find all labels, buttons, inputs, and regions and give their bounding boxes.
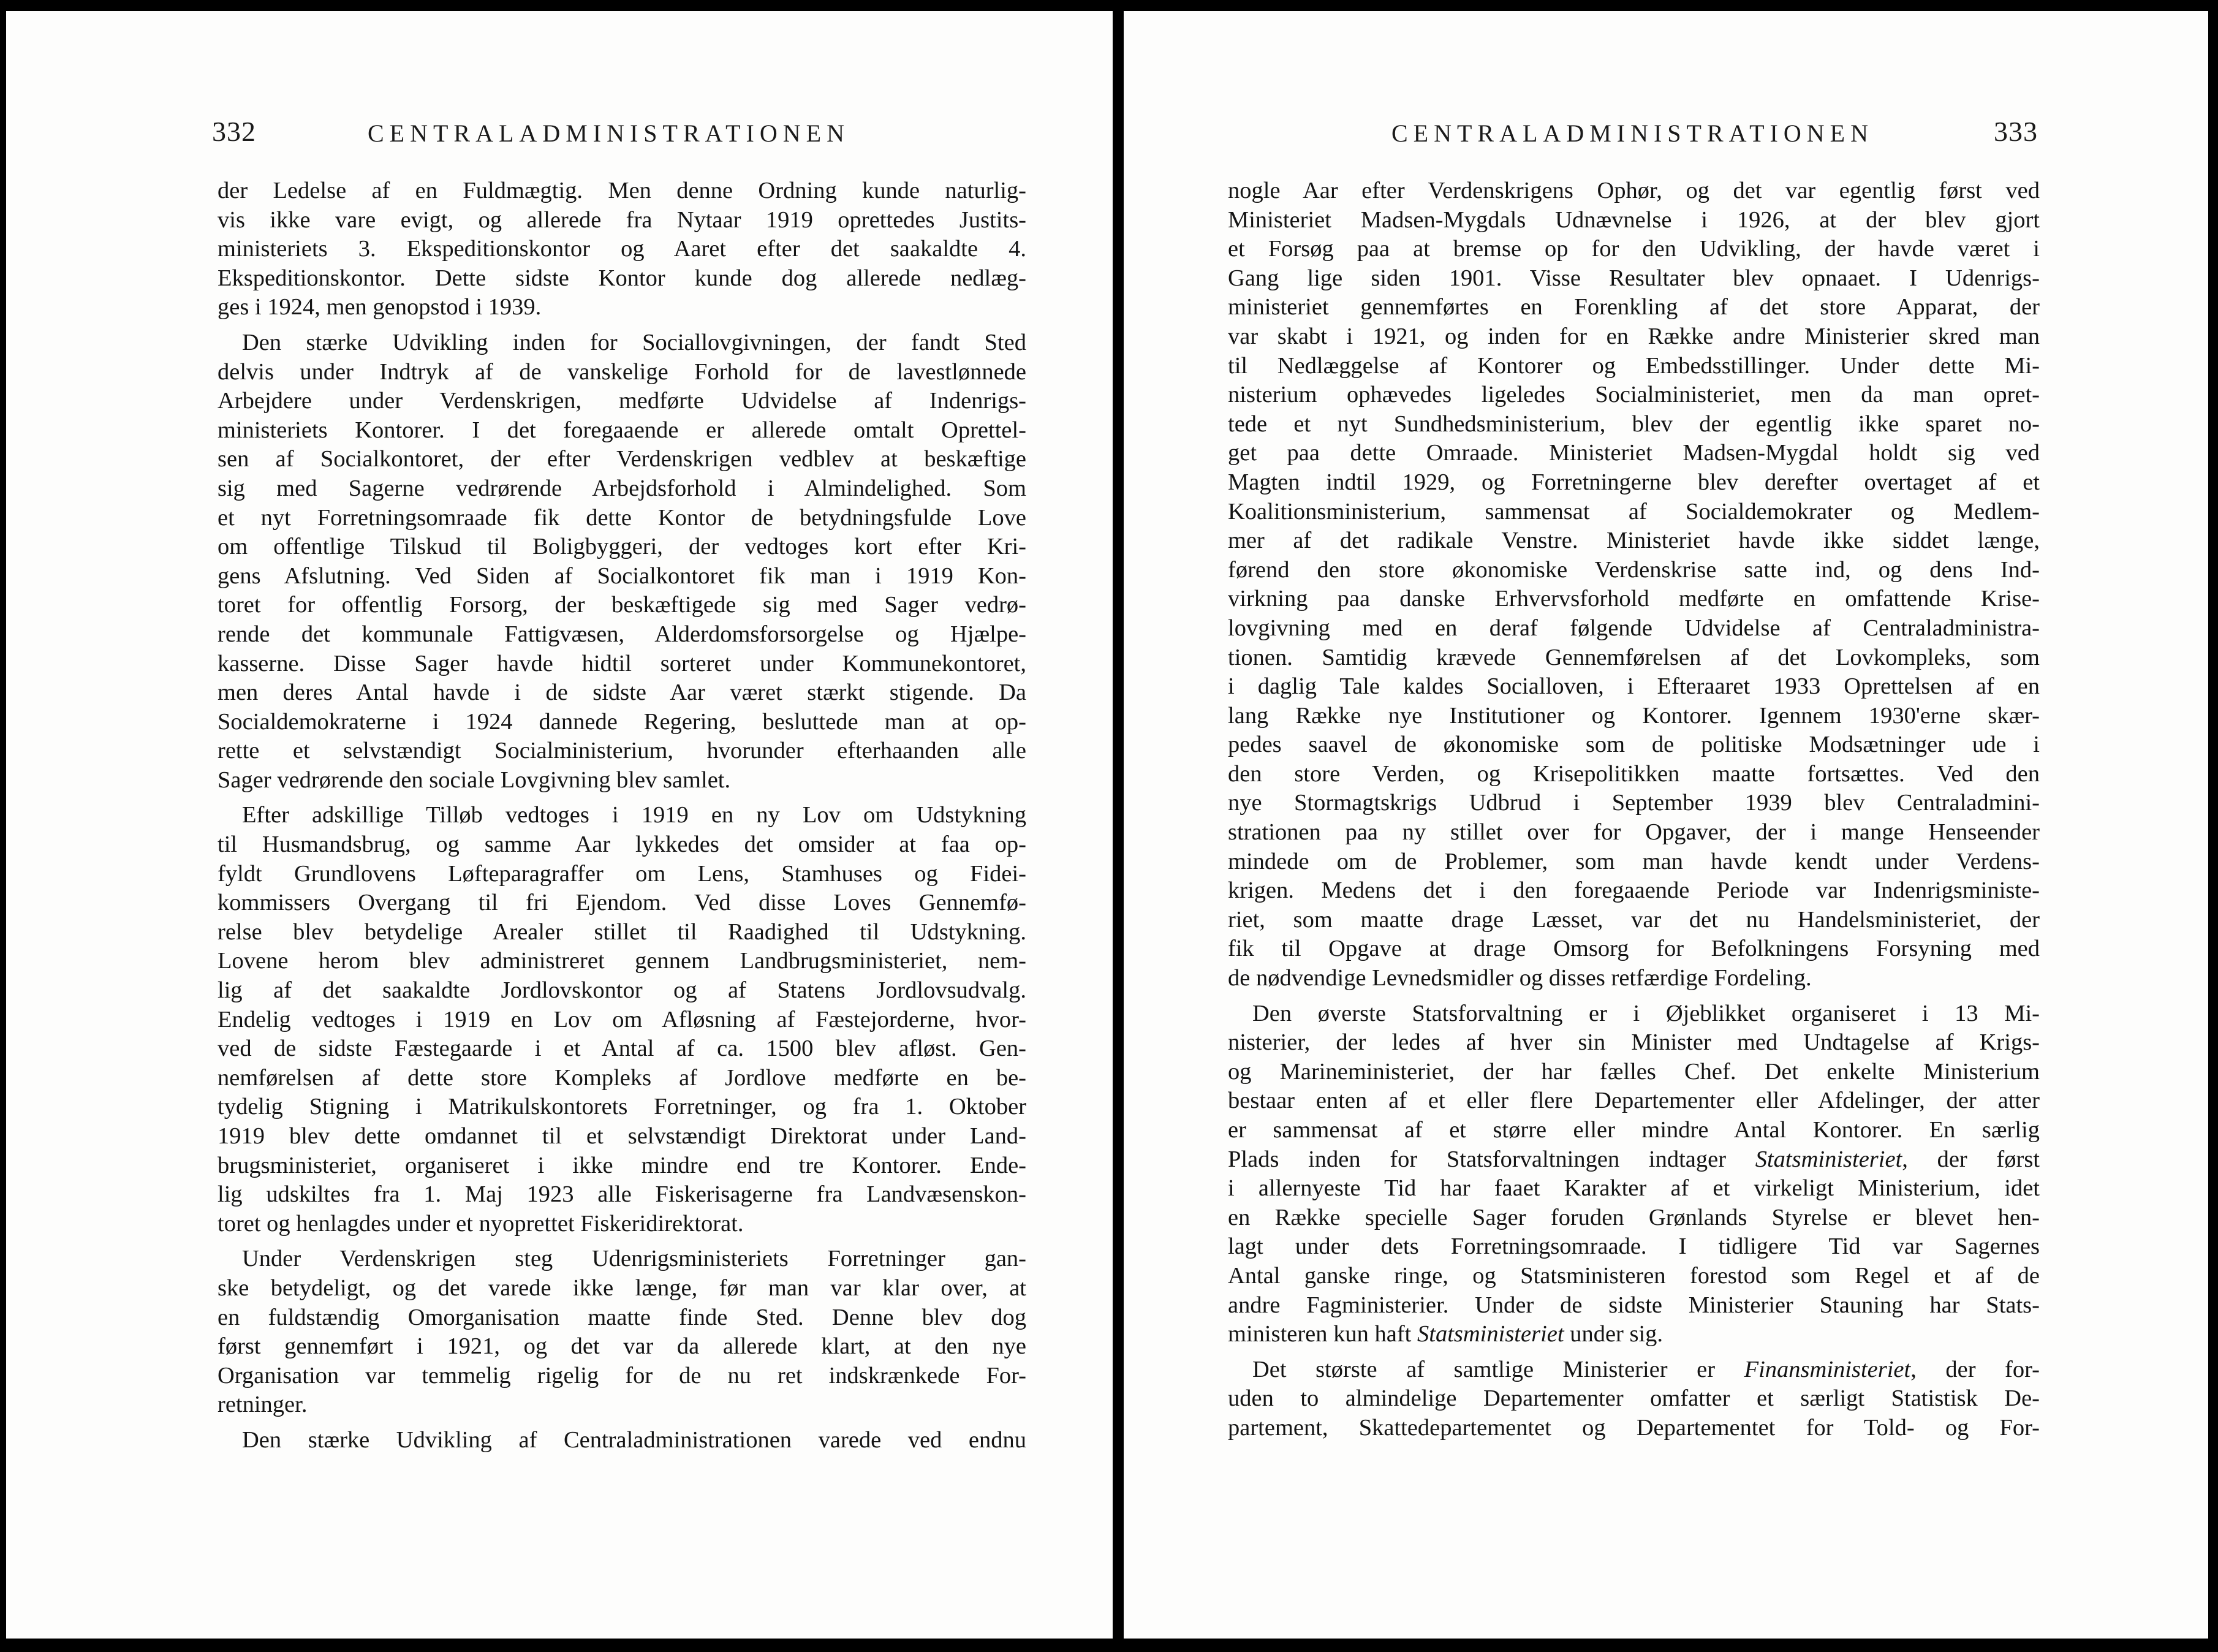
text-line: nemførelsen af dette store Kompleks af Jordlove medførte en be- — [218, 1064, 1026, 1091]
text-line: en fuldstændig Omorganisation maatte finde Sted. Denne blev dog — [218, 1304, 1026, 1330]
text-line: Under Verdenskrigen steg Udenrigsministeriets Forretninger gan- — [242, 1246, 1026, 1272]
text-line: get paa dette Omraade. Ministeriet Madsen-Mygdal holdt sig ved — [1228, 440, 2040, 466]
text-line: virkning paa danske Erhvervsforhold medførte en omfattende Krise- — [1228, 586, 2040, 612]
paragraph — [218, 801, 1026, 1238]
text-line: fyldt Grundlovens Løfteparagraffer om Lens, Stamhuses og Fidei- — [218, 860, 1026, 887]
text-line: uden to almindelige Departementer omfatter et særligt Statistisk De- — [1228, 1385, 2040, 1412]
text-line: en Række specielle Sager foruden Grønlands Styrelse er blevet hen- — [1228, 1204, 2040, 1230]
text-line: Den stærke Udvikling af Centraladministrationen varede ved endnu — [242, 1427, 1026, 1453]
text-line: nisterium ophævedes ligeledes Socialministeriet, men da man opret- — [1228, 382, 2040, 408]
text-line: pedes saavel de økonomiske som de politiske Modsætninger ude i — [1228, 732, 2040, 758]
text-line: Endelig vedtoges i 1919 en Lov om Afløsning af Fæstejorderne, hvor- — [218, 1006, 1026, 1032]
text-line: sen af Socialkontoret, der efter Verdenskrigen vedblev at beskæftige — [218, 446, 1026, 472]
right-page — [1124, 11, 2208, 1639]
text-line: toret for offentlig Forsorg, der beskæftigede sig med Sager vedrø- — [218, 592, 1026, 618]
text-line: riet, som maatte drage Læsset, var det nu Handelsministeriet, der — [1228, 906, 2040, 933]
text-line: om offentlige Tilskud til Boligbyggeri, der vedtoges kort efter Kri- — [218, 534, 1026, 560]
text-line: førend den store økonomiske Verdenskrise satte ind, og dens Ind- — [1228, 556, 2040, 583]
text-line: ges i 1924, men genopstod i 1939. — [218, 294, 542, 320]
paragraph — [218, 328, 1026, 795]
text-line: strationen paa ny stillet over for Opgaver, der i mange Henseender — [1228, 819, 2040, 846]
paragraph — [218, 1426, 1026, 1455]
text-line: nisterier, der ledes af hver sin Minister med Undtagelse af Krigs- — [1228, 1029, 2040, 1056]
text-line: bestaar enten af et eller flere Departementer eller Afdelinger, der atter — [1228, 1088, 2040, 1114]
text-line: rende det kommunale Fattigvæsen, Alderdomsforsorgelse og Hjælpe- — [218, 621, 1026, 647]
text-line: Den stærke Udvikling inden for Sociallovgivningen, der fandt Sted — [242, 329, 1026, 355]
text-line: Magten indtil 1929, og Forretningerne blev derefter overtaget af et — [1228, 469, 2040, 495]
text-line: Det største af samtlige Ministerier er Finansministeriet, der for- — [1252, 1356, 2040, 1382]
text-line: ske betydeligt, og det varede ikke længe, før man var klar over, at — [218, 1275, 1026, 1301]
page-number: 333 — [1994, 116, 2038, 147]
text-line: fik til Opgave at drage Omsorg for Befolkningens Forsyning med — [1228, 936, 2040, 962]
text-line: lang Række nye Institutioner og Kontorer. Igennem 1930'erne skær- — [1228, 702, 2040, 729]
text-line: Koalitionsministerium, sammensat af Socialdemokrater og Medlem- — [1228, 498, 2040, 525]
paragraph — [1228, 1355, 2040, 1443]
paragraph — [218, 176, 1026, 322]
text-line: der Ledelse af en Fuldmægtig. Men denne Ordning kunde naturlig- — [218, 178, 1026, 203]
text-line: var skabt i 1921, og inden for en Række andre Ministerier skred man — [1228, 323, 2040, 349]
text-line: Sager vedrørende den sociale Lovgivning blev samlet. — [218, 767, 731, 793]
text-line: Socialdemokraterne i 1924 dannede Regering, besluttede man at op- — [218, 708, 1026, 735]
page-number: 332 — [212, 116, 256, 147]
text-line: i allernyeste Tid har faaet Karakter af et virkeligt Ministerium, idet — [1228, 1175, 2040, 1202]
text-line: ved de sidste Fæstegaarde i et Antal af ca. 1500 blev afløst. Gen- — [218, 1036, 1026, 1062]
text-line: et Forsøg paa at bremse op for den Udvikling, der havde været i — [1228, 236, 2040, 262]
text-line: den store Verden, og Krisepolitikken maatte fortsættes. Ved den — [1228, 760, 2040, 787]
left-page — [6, 11, 1113, 1639]
text-line: Gang lige siden 1901. Visse Resultater blev opnaaet. I Udenrigs- — [1228, 265, 2040, 291]
text-line: kommissers Overgang til fri Ejendom. Ved disse Loves Gennemfø- — [218, 890, 1026, 916]
text-line: Plads inden for Statsforvaltningen indtager Statsministeriet, der først — [1228, 1146, 2040, 1172]
text-line: Ekspeditionskontor. Dette sidste Kontor kunde dog allerede nedlæg- — [218, 265, 1026, 291]
paragraph — [1228, 999, 2040, 1349]
running-head: CENTRALADMINISTRATIONEN — [368, 119, 850, 147]
paragraph — [1228, 176, 2040, 993]
text-line: retninger. — [218, 1392, 308, 1418]
paragraph — [218, 1245, 1026, 1420]
text-line: tede et nyt Sundhedsministerium, blev der egentlig ikke sparet no- — [1228, 411, 2040, 437]
text-line: rette et selvstændigt Socialministerium, hvorunder efterhaanden alle — [218, 738, 1026, 764]
running-head: CENTRALADMINISTRATIONEN — [1391, 119, 1874, 147]
text-line: de nødvendige Levnedsmidler og disses retfærdige Fordeling. — [1228, 965, 1812, 991]
text-line: et nyt Forretningsomraade fik dette Kontor de betydningsfulde Love — [218, 504, 1026, 531]
text-line: Ministeriet Madsen-Mygdals Udnævnelse i 1926, at der blev gjort — [1228, 206, 2040, 233]
text-line: Den øverste Statsforvaltning er i Øjeblikket organiseret i 13 Mi- — [1252, 1000, 2040, 1026]
text-line: gens Afslutning. Ved Siden af Socialkontoret fik man i 1919 Kon- — [218, 563, 1026, 589]
text-line: Organisation var temmelig rigelig for de nu ret indskrænkede For- — [218, 1362, 1026, 1389]
text-line: relse blev betydelige Arealer stillet til Raadighed til Udstykning. — [218, 919, 1026, 945]
text-line: i daglig Tale kaldes Socialloven, i Efteraaret 1933 Oprettelsen af en — [1228, 673, 2040, 700]
text-line: Antal ganske ringe, og Statsministeren forestod som Regel et af de — [1228, 1262, 2040, 1289]
text-line: mer af det radikale Venstre. Ministeriet havde ikke siddet længe, — [1228, 528, 2040, 554]
text-line: til Nedlæggelse af Kontorer og Embedsstillinger. Under dette Mi- — [1228, 352, 2040, 379]
text-line: mindede om de Problemer, som man havde kendt under Verdens- — [1228, 848, 2040, 874]
text-line: 1919 blev dette omdannet til et selvstændigt Direktorat under Land- — [218, 1123, 1026, 1149]
text-line: ministeren kun haft Statsministeriet under sig. — [1228, 1321, 1664, 1347]
text-line: partement, Skattedepartementet og Departementet for Told- og For- — [1228, 1414, 2040, 1441]
text-line: ministeriet gennemførtes en Forenkling af det store Apparat, der — [1228, 294, 2040, 320]
text-line: tydelig Stigning i Matrikulskontorets Forretninger, og fra 1. Oktober — [218, 1094, 1026, 1120]
text-line: og Marineministeriet, der har fælles Chef. Det enkelte Ministerium — [1228, 1058, 2040, 1085]
text-line: først gennemført i 1921, og det var da allerede klart, at den nye — [218, 1333, 1026, 1360]
text-line: lig af det saakaldte Jordlovskontor og af Statens Jordlovsudvalg. — [218, 977, 1026, 1004]
text-line: til Husmandsbrug, og samme Aar lykkedes det omsider at faa op- — [218, 832, 1026, 858]
text-line: Lovene herom blev administreret gennem Landbrugsministeriet, nem- — [218, 948, 1026, 974]
text-line: lig udskiltes fra 1. Maj 1923 alle Fiskerisagerne fra Landvæsenskon- — [218, 1181, 1026, 1208]
text-line: delvis under Indtryk af de vanskelige Forhold for de lavestlønnede — [218, 358, 1026, 385]
text-line: kasserne. Disse Sager havde hidtil sorteret under Kommunekontoret, — [218, 650, 1026, 676]
body-text — [1228, 176, 2040, 1443]
text-line: andre Fagministerier. Under de sidste Ministerier Stauning har Stats- — [1228, 1292, 2040, 1318]
text-line: er sammensat af et større eller mindre Antal Kontorer. En særlig — [1228, 1117, 2040, 1143]
text-line: ministeriets Kontorer. I det foregaaende er allerede omtalt Oprettel- — [218, 417, 1026, 443]
text-line: men deres Antal havde i de sidste Aar været stærkt stigende. Da — [218, 680, 1026, 706]
text-line: ministeriets 3. Ekspeditionskontor og Aaret efter det saakaldte 4. — [218, 236, 1026, 262]
text-line: toret og henlagdes under et nyoprettet Fiskeridirektorat. — [218, 1210, 744, 1237]
text-line: nye Stormagtskrigs Udbrud i September 1939 blev Centraladmini- — [1228, 790, 2040, 816]
body-text — [218, 176, 1026, 1455]
text-line: brugsministeriet, organiseret i ikke mindre end tre Kontorer. Ende- — [218, 1152, 1026, 1178]
text-line: nogle Aar efter Verdenskrigens Ophør, og det var egentlig først ved — [1228, 178, 2040, 203]
text-line: Efter adskillige Tilløb vedtoges i 1919 en ny Lov om Udstykning — [242, 802, 1026, 828]
text-line: lovgivning med en deraf følgende Udvidelse af Centraladministra- — [1228, 615, 2040, 641]
text-line: vis ikke vare evigt, og allerede fra Nytaar 1919 oprettedes Justits- — [218, 206, 1026, 233]
text-line: lagt under dets Forretningsomraade. I tidligere Tid var Sagernes — [1228, 1233, 2040, 1260]
text-line: krigen. Medens det i den foregaaende Periode var Indenrigsministe- — [1228, 877, 2040, 904]
text-line: tionen. Samtidig krævede Gennemførelsen af det Lovkompleks, som — [1228, 644, 2040, 670]
text-line: sig med Sagerne vedrørende Arbejdsforhold i Almindelighed. Som — [218, 475, 1026, 501]
text-line: Arbejdere under Verdenskrigen, medførte Udvidelse af Indenrigs- — [218, 388, 1026, 414]
